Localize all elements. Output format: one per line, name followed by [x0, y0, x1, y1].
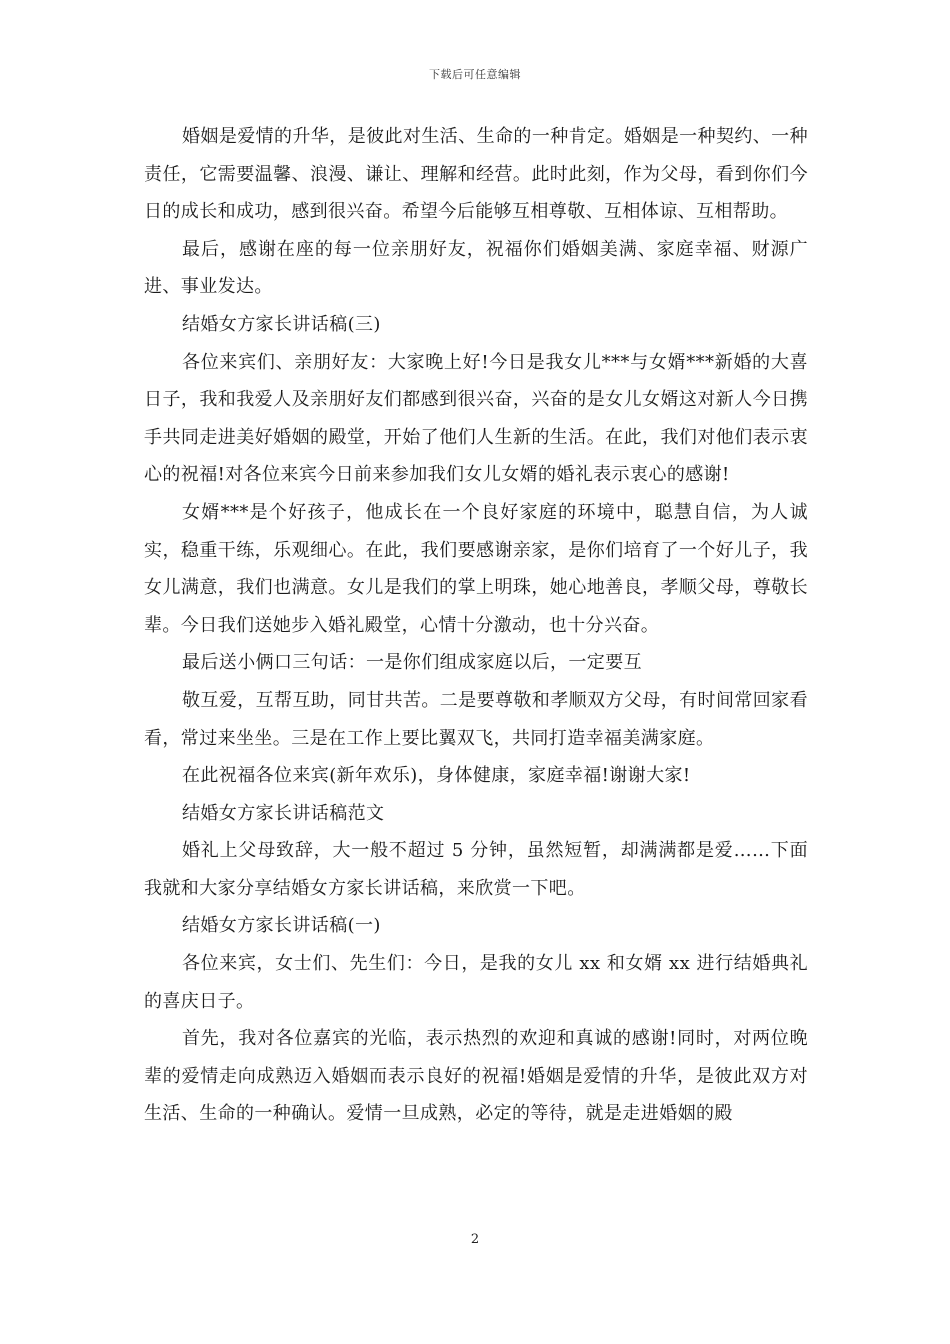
document-body: [144, 118, 808, 1133]
paragraph: 最后送小俩口三句话：一是你们组成家庭以后，一定要互: [182, 652, 642, 674]
paragraph: 最后，感谢在座的每一位亲朋好友，祝福你们婚姻美满、家庭幸福、财源广进、事业发达。: [144, 238, 808, 298]
paragraph: 敬互爱，互帮互助，同甘共苦。二是要尊敬和孝顺双方父母，有时间常回家看看，常过来坐坐。三是在工作上要比翼双飞，共同打造幸福美满家庭。: [144, 689, 808, 749]
page-header-note: 下载后可任意编辑: [429, 68, 521, 81]
paragraph: 首先，我对各位嘉宾的光临，表示热烈的欢迎和真诚的感谢!同时，对两位晚辈的爱情走向成熟迈入婚姻而表示良好的祝福!婚姻是爱情的升华，是彼此双方对生活、生命的一种确认。爱情一旦成熟，必定的等待，就是走进婚姻的殿: [144, 1028, 808, 1125]
paragraph: 婚姻是爱情的升华，是彼此对生活、生命的一种肯定。婚姻是一种契约、一种责任，它需要温馨、浪漫、谦让、理解和经营。此时此刻，作为父母，看到你们今日的成长和成功，感到很兴奋。希望今后能够互相尊敬、互相体谅、互相帮助。: [144, 126, 808, 223]
paragraph: 婚礼上父母致辞，大一般不超过 5 分钟，虽然短暂，却满满都是爱……下面我就和大家分享结婚女方家长讲话稿，来欣赏一下吧。: [144, 840, 808, 899]
section-heading: 结婚女方家长讲话稿范文: [182, 802, 385, 824]
section-heading: 结婚女方家长讲话稿(三): [182, 313, 381, 335]
paragraph: 在此祝福各位来宾(新年欢乐)，身体健康，家庭幸福!谢谢大家!: [182, 765, 691, 787]
paragraph: 各位来宾，女士们、先生们：今日，是我的女儿 xx 和女婿 xx 进行结婚典礼的喜庆日子。: [144, 953, 808, 1012]
page-number: 2: [470, 1232, 480, 1247]
paragraph: 女婿***是个好孩子，他成长在一个良好家庭的环境中，聪慧自信，为人诚实，稳重干练，乐观细心。在此，我们要感谢亲家，是你们培育了一个好儿子，我女儿满意，我们也满意。女儿是我们的掌上明珠，她心地善良，孝顺父母，尊敬长辈。今日我们送她步入婚礼殿堂，心情十分激动，也十分兴奋。: [144, 501, 808, 636]
section-heading: 结婚女方家长讲话稿(一): [182, 915, 381, 937]
paragraph: 各位来宾们、亲朋好友：大家晚上好!今日是我女儿***与女婿***新婚的大喜日子，我和我爱人及亲朋好友们都感到很兴奋，兴奋的是女儿女婿这对新人今日携手共同走进美好婚姻的殿堂，开始了他们人生新的生活。在此，我们对他们表示衷心的祝福!对各位来宾今日前来参加我们女儿女婿的婚礼表示衷心的感谢!: [144, 351, 808, 486]
